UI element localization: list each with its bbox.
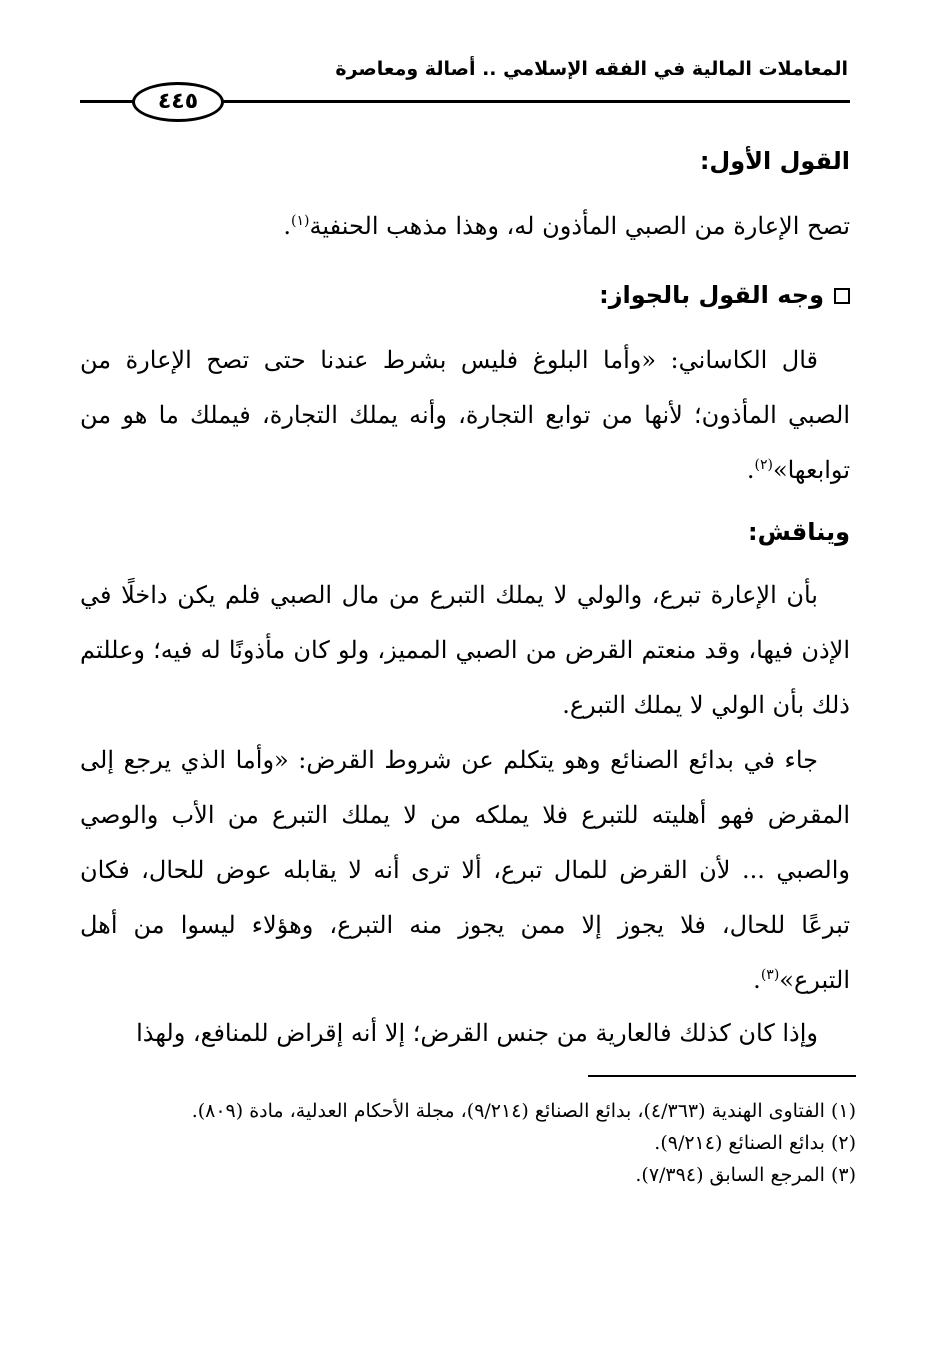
kasani-quote-end: . (746, 456, 755, 484)
discussion-paragraph: بأن الإعارة تبرع، والولي لا يملك التبرع من مال الصبي فلم يكن داخلًا في الإذن فيها، وقد منعتم القرض من الصبي المميز، ولو كان مأذونًا له فيه؛ وعللتم ذلك بأن الولي لا يملك التبرع. (80, 581, 850, 719)
heading-discussion-label: ويناقش: (748, 518, 850, 546)
footnote-1 (80, 1095, 856, 1127)
footnote-2-text: بدائع الصنائع (٩/٢١٤). (654, 1132, 825, 1154)
footnote-ref-2: (٢) (754, 457, 773, 473)
heading-reason (80, 268, 850, 323)
footnote-separator (588, 1075, 856, 1077)
footnote-ref-1: (١) (291, 213, 310, 229)
heading-first-opinion-label: القول الأول: (699, 147, 850, 175)
badai-quote-paragraph (80, 733, 850, 1008)
first-opinion-end: . (283, 212, 292, 240)
checkbox-bullet-icon (834, 288, 850, 304)
footnote-ref-3: (٣) (760, 967, 780, 983)
footnote-3-number: (٣) (830, 1164, 856, 1186)
badai-quote-text: جاء في بدائع الصنائع وهو يتكلم عن شروط القرض: «وأما الذي يرجع إلى المقرض فهو أهليته للتبرع فلا يملكه من لا يملك التبرع من الأب والوصي والصبي ... لأن القرض للمال تبرع، ألا ترى أنه لا يقابله عوض للحال، فكان تبرعًا للحال، فلا يجوز إلا ممن يجوز منه التبرع، وهؤلاء ليسوا من أهل التبرع» (80, 746, 850, 994)
kasani-quote-text: قال الكاساني: «وأما البلوغ فليس بشرط عندنا حتى تصح الإعارة من الصبي المأذون؛ لأنها من توابع التجارة، وأنه يملك التجارة، فيملك ما هو من توابعها» (80, 346, 850, 484)
page-number: ٤٤٥ (132, 82, 224, 122)
first-opinion-text: تصح الإعارة من الصبي المأذون له، وهذا مذهب الحنفية (309, 212, 850, 240)
footnote-1-number: (١) (830, 1100, 856, 1122)
footnote-2 (80, 1127, 856, 1159)
footnotes (80, 1095, 856, 1191)
heading-first-opinion (80, 134, 850, 189)
footnote-3-text: المرجع السابق (٧/٣٩٤). (635, 1164, 825, 1186)
footnote-1-text: الفتاوى الهندية (٤/٣٦٣)، بدائع الصنائع (٩/٢١٤)، مجلة الأحكام العدلية، مادة (٨٠٩). (191, 1100, 825, 1122)
kasani-quote-paragraph (80, 333, 850, 498)
badai-quote-end: . (753, 966, 761, 994)
running-title: المعاملات المالية في الفقه الإسلامي .. أصالة ومعاصرة (335, 58, 848, 80)
footnote-2-number: (٢) (830, 1132, 856, 1154)
footnote-3 (80, 1159, 856, 1191)
first-opinion-paragraph (80, 199, 850, 254)
heading-discussion (80, 505, 850, 560)
heading-reason-label: وجه القول بالجواز: (599, 281, 824, 309)
last-paragraph: وإذا كان كذلك فالعارية من جنس القرض؛ إلا أنه إقراض للمنافع، ولهذا (136, 1019, 818, 1047)
